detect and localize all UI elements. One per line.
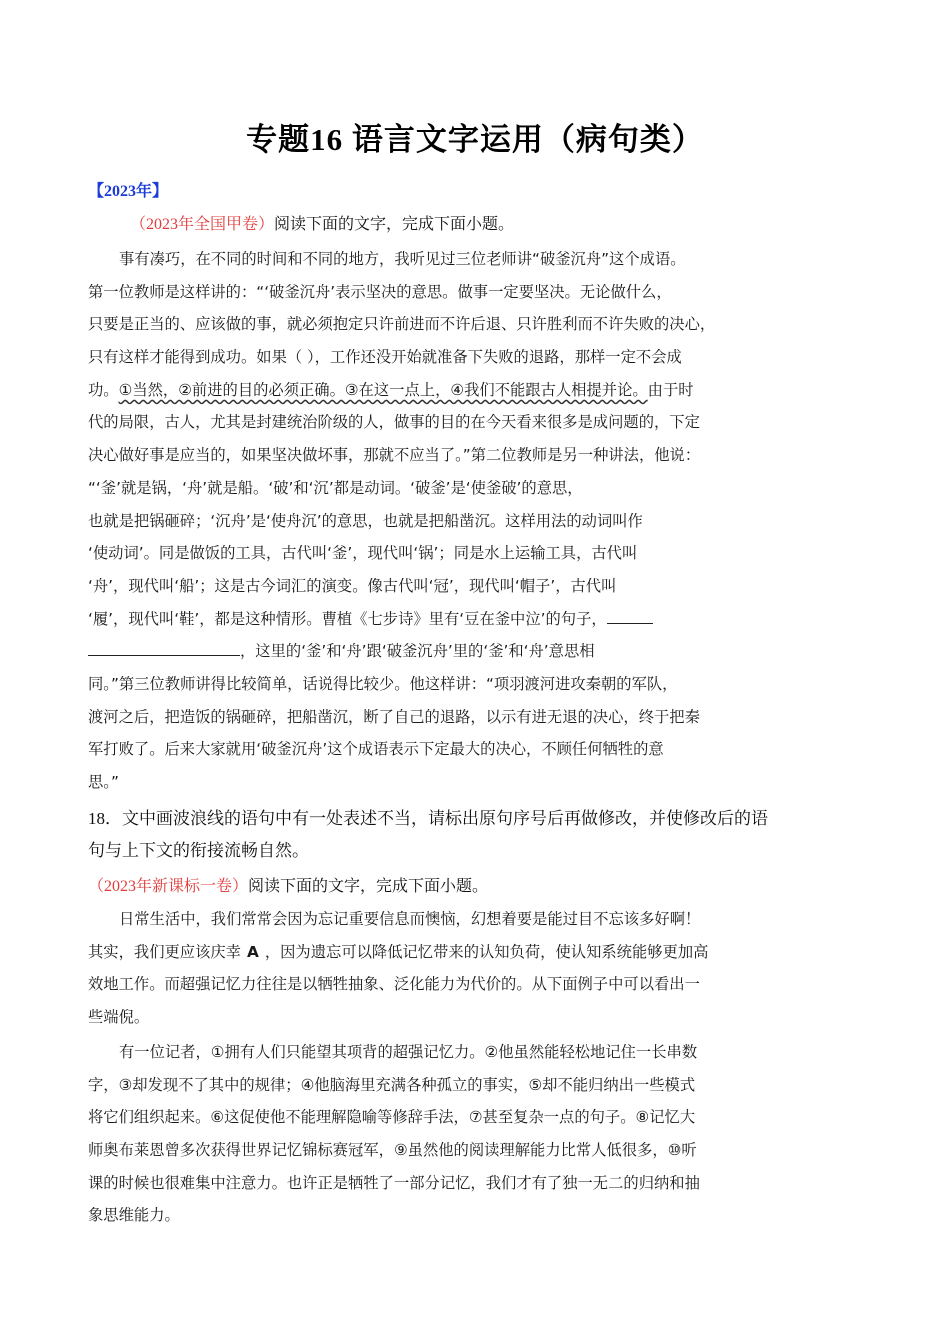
passage-line: ‘使动词’。同是做饭的工具，古代叫‘釜’，现代叫‘锅’；同是水上运输工具，古代叫 <box>88 544 638 563</box>
passage-line: 只有这样才能得到成功。如果（ ），工作还没开始就准备下失败的退路，那样一定不会成 <box>88 348 682 367</box>
fill-blank[interactable] <box>607 603 653 624</box>
section1-instruction: 阅读下面的文字，完成下面小题。 <box>274 216 515 233</box>
passage-fragment: 其实，我们更应该庆幸 <box>88 942 241 961</box>
passage-line: 思。” <box>88 773 119 791</box>
passage-line: “‘釜’就是锅，‘舟’就是船。‘破’和‘沉’都是动词。‘破釜’是‘使釜破’的意思， <box>88 478 583 497</box>
passage-line: 日常生活中，我们常常会因为忘记重要信息而懊恼，幻想着要是能过目不忘该多好啊！ <box>119 910 701 928</box>
passage-line: 效地工作。而超强记忆力往往是以牺牲抽象、泛化能力为代价的。从下面例子中可以看出一 <box>88 975 700 994</box>
document-title: 专题16 语言文字运用（病句类） <box>246 122 704 157</box>
passage-line: 字，③却发现不了其中的规律；④他脑海里充满各种孤立的事实，⑤却不能归纳出一些模式 <box>88 1075 696 1094</box>
passage-fragment: 由于时 <box>647 380 694 399</box>
passage-line: 军打败了。后来大家就用‘破釜沉舟’这个成语表示下定最大的决心，不顾任何牺牲的意 <box>88 740 664 759</box>
passage-line: 也就是把锅砸碎；‘沉舟’是‘使舟沉’的意思，也就是把船凿沉。这样用法的动词叫作 <box>88 511 643 530</box>
passage-line <box>88 603 863 636</box>
passage-line <box>88 936 863 969</box>
passage-line: 代的局限，古人，尤其是封建统治阶级的人，做事的目的在今天看来很多是成问题的，下定 <box>88 413 700 432</box>
passage-line: 课的时候也很难集中注意力。也许正是牺牲了一部分记忆，我们才有了独一无二的归纳和抽 <box>88 1173 700 1192</box>
passage-line: 第一位教师是这样讲的：“‘破釜沉舟’表示坚决的意思。做事一定要坚决。无论做什么， <box>88 282 672 301</box>
passage-line: 决心做好事是应当的，如果坚决做坏事，那就不应当了。”第二位教师是另一种讲法，他说： <box>88 446 701 465</box>
passage-fragment: 功。 <box>88 380 119 399</box>
section2-paragraph-1 <box>88 903 863 1034</box>
passage-line <box>88 635 863 668</box>
question-number: 18． <box>88 809 122 828</box>
wavy-underlined-sentence: ①当然，②前进的目的必须正确。③在这一点上，④我们不能跟古人相提并论。 <box>118 380 648 399</box>
passage-line: 同。”第三位教师讲得比较简单，话说得比较少。他这样讲：“项羽渡河进攻秦朝的军队， <box>88 674 678 693</box>
blank-a[interactable]: A <box>241 936 265 969</box>
passage-fragment: ，这里的‘釜’和‘舟’跟‘破釜沉舟’里的‘釜’和‘舟’意思相 <box>240 642 595 661</box>
passage-fragment: ，因为遗忘可以降低记忆带来的认知负荷，使认知系统能够更加高 <box>264 942 709 961</box>
section2-instruction: 阅读下面的文字，完成下面小题。 <box>248 878 489 895</box>
fill-blank[interactable] <box>88 635 240 656</box>
section2-paragraph-2 <box>88 1036 863 1232</box>
question-line <box>88 803 863 835</box>
section2-source: （2023年新课标一卷） <box>88 878 249 895</box>
passage-line <box>88 374 863 407</box>
section1-passage <box>88 243 863 799</box>
passage-line: 事有凑巧，在不同的时间和不同的地方，我听见过三位老师讲“破釜沉舟”这个成语。 <box>119 250 686 268</box>
section2-intro <box>88 876 488 898</box>
passage-line: 将它们组织起来。⑥这促使他不能理解隐喻等修辞手法，⑦甚至复杂一点的句子。⑧记忆大 <box>88 1108 696 1127</box>
question-line: 句与上下文的衔接流畅自然。 <box>88 841 309 860</box>
passage-line: 些端倪。 <box>88 1008 150 1027</box>
passage-line: 有一位记者，①拥有人们只能望其项背的超强记忆力。②他虽然能轻松地记住一长串数 <box>119 1043 698 1061</box>
passage-fragment: ‘履’，现代叫‘鞋’，都是这种情形。曹植《七步诗》里有‘豆在釜中泣’的句子， <box>88 609 607 628</box>
year-tag: 【2023年】 <box>88 183 169 200</box>
passage-line: ‘舟’，现代叫‘船’；这是古今词汇的演变。像古代叫‘冠’，现代叫‘帽子’，古代叫 <box>88 576 617 595</box>
question-18 <box>88 803 863 867</box>
passage-line: 师奥布莱恩曾多次获得世界记忆锦标赛冠军，⑨虽然他的阅读理解能力比常人低很多，⑩听 <box>88 1141 697 1160</box>
question-text: 文中画波浪线的语句中有一处表述不当，请标出原句序号后再做修改，并使修改后的语 <box>122 809 768 828</box>
section1-intro <box>130 214 514 236</box>
section1-source: （2023年全国甲卷） <box>130 216 275 233</box>
passage-line: 象思维能力。 <box>88 1206 180 1225</box>
passage-line: 渡河之后，把造饭的锅砸碎，把船凿沉，断了自己的退路，以示有进无退的决心，终于把秦 <box>88 707 700 726</box>
passage-line: 只要是正当的、应该做的事，就必须抱定只许前进而不许后退、只许胜利而不许失败的决心， <box>88 315 716 334</box>
